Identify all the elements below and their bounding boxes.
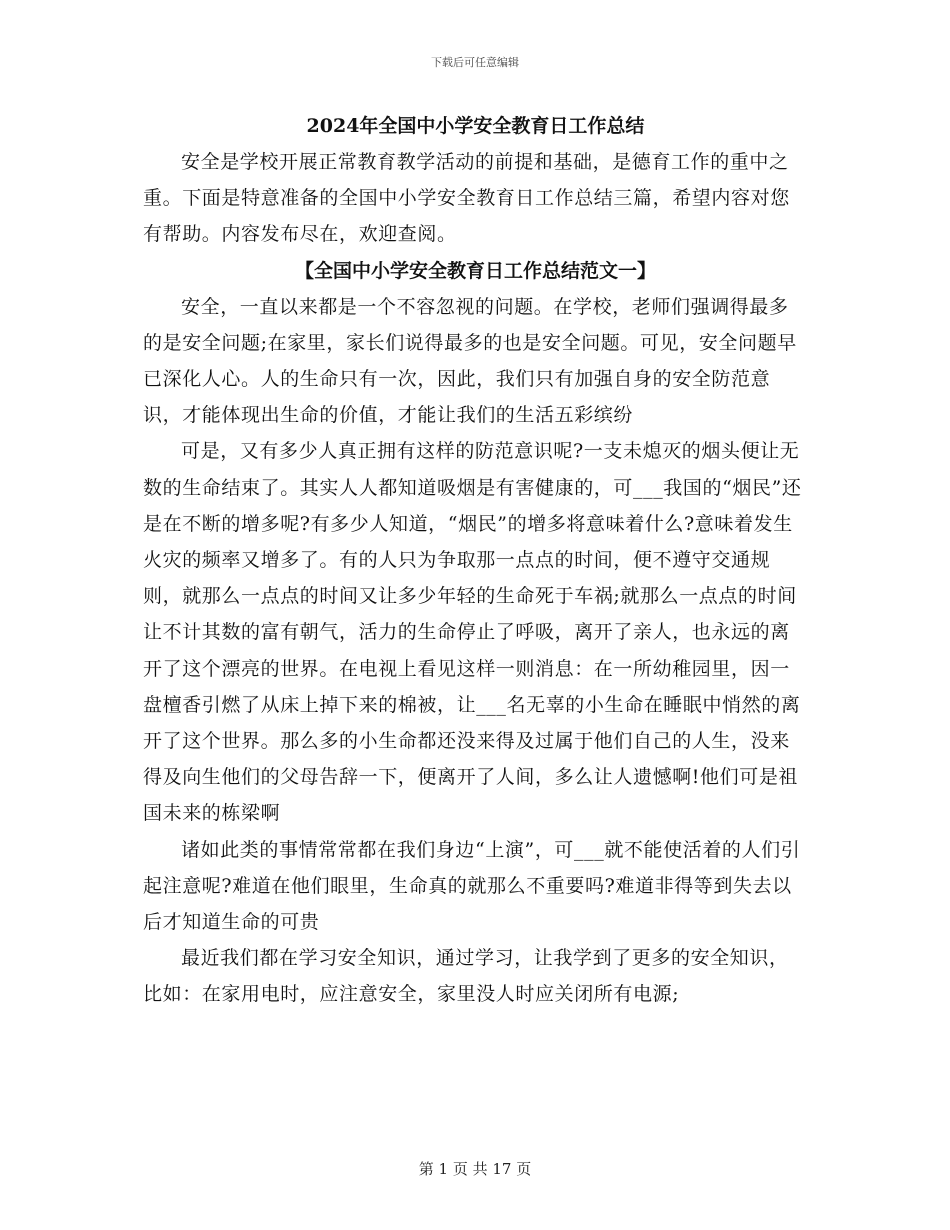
body-paragraph-3: 诸如此类的事情常常都在我们身边“上演”，可___就不能使活着的人们引起注意呢?难道在他们眼里，生命真的就那么不重要吗?难道非得等到失去以后才知道生命的可贵 — [143, 838, 801, 934]
body-paragraph-2: 可是，又有多少人真正拥有这样的防范意识呢?一支未熄灭的烟头便让无数的生命结束了。其实人人都知道吸烟是有害健康的，可___我国的“烟民”还是在不断的增多呢?有多少人知道，“烟民”的增多将意味着什么?意味着发生火灾的频率又增多了。有的人只为争取那一点点的时间，便不遵守交通规则，就那么一点点的时间又让多少年轻的生命死于车祸;就那么一点点的时间让不计其数的富有朝气，活力的生命停止了呼吸，离开了亲人，也永远的离开了这个漂亮的世界。在电视上看见这样一则消息：在一所幼稚园里，因一盘檀香引燃了从床上掉下来的棉被，让___名无辜的小生命在睡眠中悄然的离开了这个世界。那么多的小生命都还没来得及过属于他们自己的人生，没来得及向生他们的父母告辞一下，便离开了人间，多么让人遗憾啊!他们可是祖国未来的栋梁啊 — [143, 440, 802, 825]
body-paragraph-1: 安全，一直以来都是一个不容忽视的问题。在学校，老师们强调得最多的是安全问题;在家里，家长们说得最多的也是安全问题。可见，安全问题早已深化人心。人的生命只有一次，因此，我们只有加强自身的安全防范意识，才能体现出生命的价值，才能让我们的生活五彩缤纷 — [143, 295, 797, 427]
page-number-footer: 第 1 页 共 17 页 — [418, 1160, 532, 1178]
body-paragraph-4: 最近我们都在学习安全知识，通过学习，让我学到了更多的安全知识，比如：在家用电时，应注意安全，家里没人时应关闭所有电源; — [143, 947, 789, 1006]
intro-paragraph: 安全是学校开展正常教育教学活动的前提和基础，是德育工作的重中之重。下面是特意准备的全国中小学安全教育日工作总结三篇，希望内容对您有帮助。内容发布尽在，欢迎查阅。 — [143, 151, 790, 246]
page-header-note: 下载后可任意编辑 — [431, 56, 519, 69]
section-title: 【全国中小学安全教育日工作总结范文一】 — [294, 259, 656, 282]
document-title: 2024年全国中小学安全教育日工作总结 — [306, 115, 645, 137]
document-body — [143, 110, 808, 1013]
